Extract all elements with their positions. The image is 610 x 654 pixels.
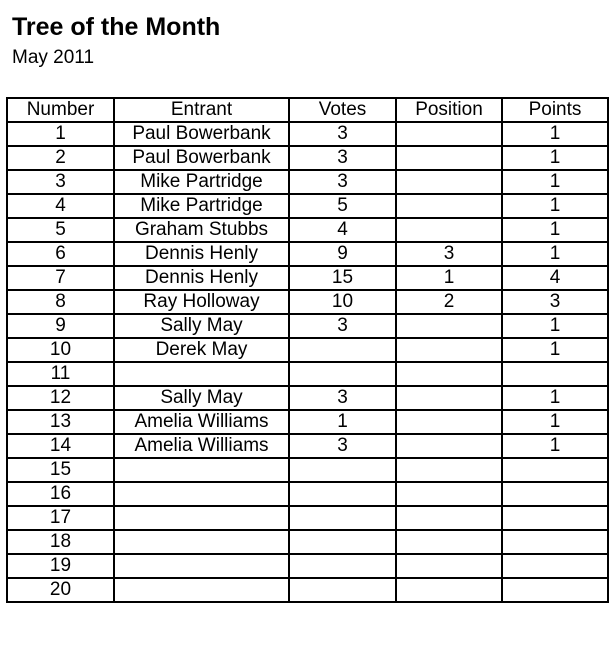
column-header-position: Position: [396, 98, 502, 122]
table-body: [7, 122, 608, 602]
cell-entrant: [114, 458, 289, 482]
table-row: [7, 218, 608, 242]
cell-position: [396, 122, 502, 146]
page-subtitle: May 2011: [12, 47, 95, 68]
cell-position: [396, 434, 502, 458]
cell-position: [396, 458, 502, 482]
table-row: [7, 506, 608, 530]
table-row: [7, 242, 608, 266]
cell-position: [396, 338, 502, 362]
cell-points: 1: [502, 122, 608, 146]
cell-entrant: Mike Partridge: [114, 170, 289, 194]
table-row: [7, 530, 608, 554]
cell-votes: 3: [289, 314, 396, 338]
cell-position: [396, 218, 502, 242]
table-row: [7, 410, 608, 434]
table-row: [7, 386, 608, 410]
table-row: [7, 338, 608, 362]
column-header-number: Number: [7, 98, 114, 122]
cell-number: 13: [7, 410, 114, 434]
table-row: [7, 482, 608, 506]
table-row: [7, 554, 608, 578]
cell-votes: 3: [289, 122, 396, 146]
table-row: [7, 266, 608, 290]
table-row: [7, 290, 608, 314]
cell-points: 4: [502, 266, 608, 290]
cell-position: [396, 146, 502, 170]
cell-number: 3: [7, 170, 114, 194]
cell-number: 17: [7, 506, 114, 530]
results-table: [6, 97, 609, 603]
cell-votes: [289, 458, 396, 482]
cell-number: 6: [7, 242, 114, 266]
cell-points: 1: [502, 410, 608, 434]
cell-votes: 4: [289, 218, 396, 242]
cell-votes: [289, 338, 396, 362]
table-row: [7, 458, 608, 482]
table-row: [7, 146, 608, 170]
cell-entrant: Paul Bowerbank: [114, 146, 289, 170]
table-row: [7, 122, 608, 146]
cell-entrant: Sally May: [114, 314, 289, 338]
cell-position: [396, 554, 502, 578]
cell-position: [396, 482, 502, 506]
cell-number: 16: [7, 482, 114, 506]
cell-number: 1: [7, 122, 114, 146]
cell-points: 3: [502, 290, 608, 314]
cell-points: 1: [502, 434, 608, 458]
cell-votes: 10: [289, 290, 396, 314]
table-row: [7, 578, 608, 602]
cell-position: [396, 314, 502, 338]
cell-votes: [289, 578, 396, 602]
cell-number: 7: [7, 266, 114, 290]
cell-number: 11: [7, 362, 114, 386]
cell-points: 1: [502, 170, 608, 194]
column-header-entrant: Entrant: [114, 98, 289, 122]
cell-points: [502, 506, 608, 530]
column-header-votes: Votes: [289, 98, 396, 122]
cell-position: [396, 170, 502, 194]
cell-entrant: Graham Stubbs: [114, 218, 289, 242]
cell-position: [396, 530, 502, 554]
cell-position: [396, 506, 502, 530]
table-row: [7, 434, 608, 458]
cell-entrant: [114, 482, 289, 506]
cell-position: [396, 362, 502, 386]
cell-position: 1: [396, 266, 502, 290]
cell-votes: 3: [289, 434, 396, 458]
cell-points: [502, 458, 608, 482]
cell-votes: 1: [289, 410, 396, 434]
cell-entrant: Mike Partridge: [114, 194, 289, 218]
cell-entrant: [114, 506, 289, 530]
cell-votes: [289, 530, 396, 554]
table-row: [7, 170, 608, 194]
cell-points: [502, 578, 608, 602]
page-title: Tree of the Month: [12, 13, 221, 41]
cell-number: 20: [7, 578, 114, 602]
header-row: [7, 98, 608, 122]
table-row: [7, 194, 608, 218]
cell-entrant: Sally May: [114, 386, 289, 410]
cell-points: [502, 554, 608, 578]
cell-votes: [289, 554, 396, 578]
cell-number: 15: [7, 458, 114, 482]
cell-entrant: Amelia Williams: [114, 434, 289, 458]
cell-entrant: [114, 362, 289, 386]
cell-number: 4: [7, 194, 114, 218]
cell-points: 1: [502, 338, 608, 362]
cell-votes: 3: [289, 170, 396, 194]
cell-points: [502, 530, 608, 554]
cell-entrant: Derek May: [114, 338, 289, 362]
cell-number: 12: [7, 386, 114, 410]
cell-entrant: [114, 554, 289, 578]
cell-votes: [289, 506, 396, 530]
cell-position: [396, 410, 502, 434]
cell-number: 9: [7, 314, 114, 338]
cell-number: 5: [7, 218, 114, 242]
cell-entrant: Paul Bowerbank: [114, 122, 289, 146]
cell-number: 19: [7, 554, 114, 578]
cell-votes: 3: [289, 146, 396, 170]
cell-position: 2: [396, 290, 502, 314]
cell-votes: [289, 482, 396, 506]
cell-votes: 15: [289, 266, 396, 290]
cell-number: 2: [7, 146, 114, 170]
table-row: [7, 314, 608, 338]
cell-entrant: Dennis Henly: [114, 242, 289, 266]
cell-points: 1: [502, 386, 608, 410]
cell-entrant: [114, 530, 289, 554]
cell-number: 10: [7, 338, 114, 362]
cell-points: [502, 362, 608, 386]
cell-votes: 3: [289, 386, 396, 410]
cell-entrant: Dennis Henly: [114, 266, 289, 290]
cell-points: 1: [502, 242, 608, 266]
cell-votes: [289, 362, 396, 386]
cell-points: 1: [502, 218, 608, 242]
cell-position: 3: [396, 242, 502, 266]
cell-number: 14: [7, 434, 114, 458]
cell-votes: 5: [289, 194, 396, 218]
cell-votes: 9: [289, 242, 396, 266]
cell-points: 1: [502, 146, 608, 170]
cell-number: 18: [7, 530, 114, 554]
column-header-points: Points: [502, 98, 608, 122]
cell-points: [502, 482, 608, 506]
cell-entrant: Amelia Williams: [114, 410, 289, 434]
table-row: [7, 362, 608, 386]
cell-number: 8: [7, 290, 114, 314]
cell-entrant: Ray Holloway: [114, 290, 289, 314]
cell-entrant: [114, 578, 289, 602]
cell-points: 1: [502, 194, 608, 218]
cell-position: [396, 194, 502, 218]
cell-points: 1: [502, 314, 608, 338]
cell-position: [396, 386, 502, 410]
cell-position: [396, 578, 502, 602]
